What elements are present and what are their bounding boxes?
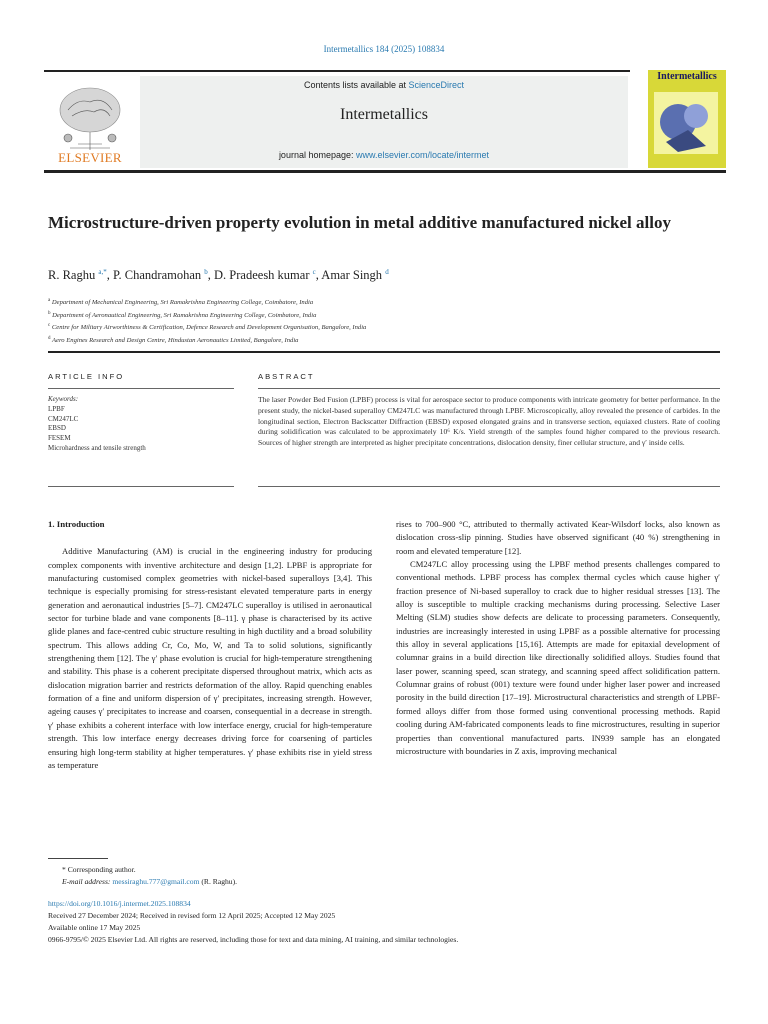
body-paragraph: rises to 700–900 °C, attributed to thermally activated Kear-Wilsdorf locks, also known as dislocation cross-slip pinning. Studies have observed significant (40 %) strengthening in room and elevated temperature [12].: [396, 519, 720, 556]
author[interactable]: [113, 268, 208, 282]
abstract-heading: ABSTRACT: [258, 372, 315, 381]
author[interactable]: [48, 268, 107, 282]
title-block-rule: [48, 351, 720, 353]
body-paragraph: CM247LC alloy processing using the LPBF method presents challenges compared to conventional methods. LPBF process has complex thermal cycles which cause higher γ′ fraction presence of Ni-based superalloy to crack due to higher residual stresses [13]. The alloy is susceptible to multiple cracking mechanisms during processing. Selective Laser Melting (SLM) studies show defects are delicate to processing parameters. Consequently, industries are increasingly interested in using LPBF as a possible alternative for processing this alloy in several applications [15,16]. Attempts are made for epitaxial development of columnar grains in a build direction like directionally solidified alloys. Studies found that laser power, scanning speed, scan strategy, and scanning speed affect solidification pattern. Columnar grains of robust (001) texture were found under higher laser power and increased porosity in the build direction [17–19]. Microstructural characteristics and strength of LPBF-formed alloys differ from those formed using conventional processing methods. Rapid cooling during AM-fabricated components leads to fine microstructures, resulting in superior properties than conventional manufactured parts. IN939 sample has an elongated microstructure with boundaries in Z axis, improving mechanical: [396, 559, 720, 756]
email-suffix: (R. Raghu).: [199, 877, 238, 886]
article-info-bottom-rule: [48, 486, 234, 487]
copyright: 0966-9795/© 2025 Elsevier Ltd. All rights are reserved, including those for text and data mining, AI training, and similar technologies.: [48, 935, 459, 944]
header-top-rule: [44, 70, 630, 72]
footnote-rule: [48, 858, 108, 859]
affiliation-text: Aero Engines Research and Design Centre, Hindustan Aeronautics Limited, Bangalore, India: [52, 337, 299, 345]
keyword: Microhardness and tensile strength: [48, 443, 146, 452]
author[interactable]: [321, 268, 388, 282]
journal-name: Intermetallics: [340, 106, 428, 123]
author-name: Amar Singh: [321, 268, 383, 283]
sciencedirect-link[interactable]: ScienceDirect: [408, 80, 465, 90]
section-heading-introduction: 1. Introduction: [48, 519, 105, 529]
affiliation-text: Centre for Military Airworthiness & Certification, Defence Research and Development Organisation, Bangalore, India: [51, 324, 367, 332]
email-note: [48, 876, 728, 888]
header-bottom-rule: [44, 170, 726, 173]
affiliation-marker: b: [48, 310, 51, 316]
author-name: R. Raghu: [48, 268, 96, 283]
author-affiliation-marker[interactable]: d: [385, 268, 389, 276]
affiliation: [48, 296, 728, 309]
article-title: Microstructure-driven property evolution in metal additive manufactured nickel alloy: [48, 213, 671, 232]
footnotes: [48, 864, 728, 888]
journal-homepage: [140, 150, 628, 160]
journal-header: [44, 70, 726, 172]
journal-cover-thumbnail[interactable]: [648, 70, 726, 168]
homepage-prefix: journal homepage:: [278, 150, 356, 160]
email-link[interactable]: messiraghu.777@gmail.com: [112, 877, 200, 886]
article-info-rule: [48, 388, 234, 389]
doi-link[interactable]: https://doi.org/10.1016/j.intermet.2025.108834: [48, 899, 191, 908]
author-affiliation-marker[interactable]: b: [204, 268, 208, 276]
contents-prefix: Contents lists available at: [303, 80, 409, 90]
author-name: D. Pradeesh kumar: [214, 268, 310, 283]
affiliation-list: [48, 296, 728, 347]
cover-title: Intermetallics: [657, 71, 717, 82]
affiliation: [48, 309, 728, 322]
abstract-text: The laser Powder Bed Fusion (LPBF) process is vital for aerospace sector to produce components with intricate geometry for better performance. In the present study, the nickel-based superalloy CM247LC was manufactured through LPBF. Microscopically, alloy revealed the presence of carbides. In the longitudinal section, Electron Backscatter Diffraction (EBSD) exposed elongated grains and in transverse section, equiaxed clusters. Rate of cooling during solidification was calculated to be approximately 10⁶ K/s. Yield strength of the samples found higher compared to the previous research. Sources of higher strength are interpreted as higher precipitate concentrations, dislocation density, finer cellular structure, and γ′ inside cells.: [258, 395, 720, 448]
author-affiliation-marker[interactable]: c: [312, 268, 316, 276]
cover-graphic-icon: [648, 86, 726, 168]
affiliation: [48, 321, 728, 334]
homepage-link[interactable]: www.elsevier.com/locate/intermet: [356, 150, 490, 160]
journal-header-band: [140, 76, 628, 168]
keyword: EBSD: [48, 424, 66, 433]
body-right-column: [396, 518, 720, 758]
keywords-list: [48, 405, 228, 454]
received-dates: Received 27 December 2024; Received in revised form 12 April 2025; Accepted 12 May 2025: [48, 911, 336, 920]
affiliation: [48, 334, 728, 347]
abstract-bottom-rule: [258, 486, 720, 487]
affiliation-marker: a: [48, 298, 51, 303]
contents-availability: [140, 80, 628, 90]
author[interactable]: [214, 268, 316, 282]
affiliation-text: Department of Mechanical Engineering, Sri Ramakrishna Engineering College, Coimbatore, India: [51, 299, 314, 307]
author-affiliation-marker[interactable]: a,*: [98, 268, 107, 276]
article-info-heading: ARTICLE INFO: [48, 372, 125, 381]
author-list: R. Raghu $^{a,*}$, P. Chandramohan $^b$, D. Pradeesh kumar $^c$, Amar Singh $^d$: [48, 268, 389, 283]
online-date: Available online 17 May 2025: [48, 923, 141, 932]
journal-citation[interactable]: Intermetallics 184 (2025) 108834: [323, 44, 445, 54]
affiliation-marker: d: [48, 336, 51, 342]
keyword: FESEM: [48, 434, 71, 443]
affiliation-text: Department of Aeronautical Engineering, Sri Ramakrishna Engineering College, Coimbatore, India: [52, 311, 317, 319]
keywords-label: Keywords:: [48, 395, 79, 403]
keyword: LPBF: [48, 404, 65, 413]
keywords-block: [48, 395, 228, 454]
corresponding-author-note: * Corresponding author.: [62, 865, 136, 874]
abstract-rule: [258, 388, 720, 389]
body-paragraph: Additive Manufacturing (AM) is crucial in the engineering industry for producing complex components with inventive architecture and design [1,2]. LPBF is appropriate for manufacturing customised complex geometries with nickel-based superalloys [3,4]. This technique is especially promising for stress-resistant elevated temperature parts in energy generation and aeronautical industries [5–7]. CM247LC superalloy is utilised in aeronautical sector for turbine blade and vane components [8–11]. γ phase is characterised by its active glide planes and face-centred cubic structure resulting in high ductility and a broad solubility spectrum. This allows adding Cr, Co, Mo, W, and Ta to solid solutions, significantly strengthening them [12]. The γ′ phase evolution is crucial for high-temperature strengthening and stability. This phase is a coherent precipitate dispersed throughout matrix, which acts as dislocation migration barrier and restricts deformation of the alloy. Rapid quenching enables formation of a fine and uniform dispersion of γ′ precipitates, increasing strength. However, ageing causes γ′ precipitates to increase and coarsen, consequential in a decrease in strength. γ′ phase exhibits a coherent interface with low interface energy, crucial for high-temperature strength. This low interface energy decreases driving force for coarsening of particles ensuring high long-term stability at higher temperatures. γ′ phase exhibits rise in yield stress as temperature: [48, 546, 372, 770]
affiliation-marker: c: [48, 323, 51, 329]
article-meta: [48, 898, 728, 946]
keyword: CM247LC: [48, 414, 79, 423]
email-label: E-mail address:: [62, 877, 113, 886]
elsevier-wordmark: ELSEVIER: [58, 150, 122, 165]
author-name: P. Chandramohan: [112, 268, 202, 283]
body-left-column: [48, 518, 372, 772]
